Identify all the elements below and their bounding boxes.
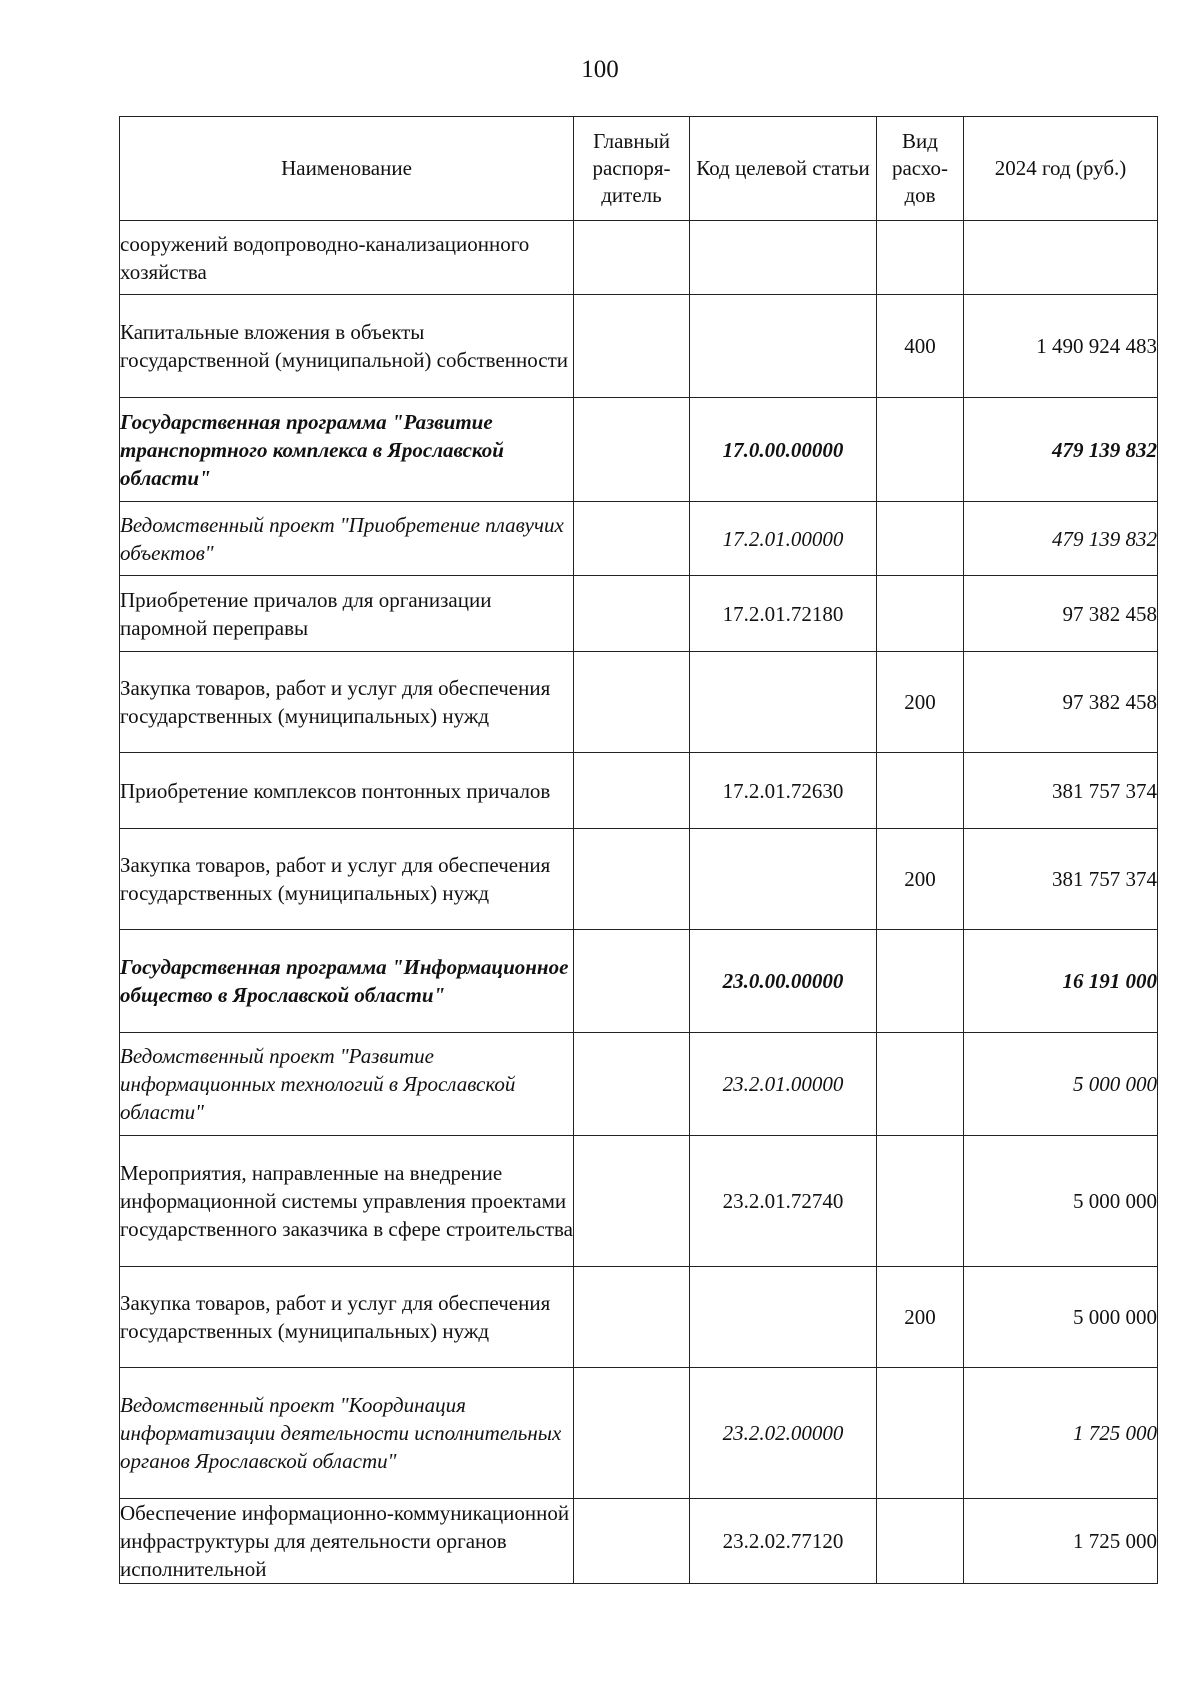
cell-code: [690, 829, 877, 930]
cell-code: [690, 1267, 877, 1368]
cell-code: 23.2.02.00000: [690, 1368, 877, 1499]
cell-admin: [574, 398, 690, 502]
table-row: [120, 753, 1158, 829]
cell-name: Ведомственный проект "Координация информатизации деятельности исполнительных органов Ярославской области": [120, 1368, 574, 1499]
cell-sum: 479 139 832: [964, 502, 1158, 576]
table-row: [120, 829, 1158, 930]
cell-name: Обеспечение информационно-коммуникационной инфраструктуры для деятельности органов исполнительной: [120, 1499, 574, 1584]
cell-code: 17.0.00.00000: [690, 398, 877, 502]
cell-sum: 5 000 000: [964, 1267, 1158, 1368]
cell-admin: [574, 502, 690, 576]
cell-sum: 381 757 374: [964, 753, 1158, 829]
cell-sum: 1 490 924 483: [964, 295, 1158, 398]
cell-kind: 200: [877, 652, 964, 753]
cell-code: 23.2.02.77120: [690, 1499, 877, 1584]
table-row: [120, 576, 1158, 652]
cell-name: Ведомственный проект "Приобретение плавучих объектов": [120, 502, 574, 576]
cell-kind: [877, 576, 964, 652]
table-row: [120, 1368, 1158, 1499]
table-row: [120, 930, 1158, 1033]
header-name: Наименование: [120, 117, 574, 221]
cell-admin: [574, 753, 690, 829]
cell-name: Закупка товаров, работ и услуг для обеспечения государственных (муниципальных) нужд: [120, 829, 574, 930]
cell-sum: 97 382 458: [964, 652, 1158, 753]
table-row: [120, 1033, 1158, 1136]
cell-admin: [574, 1267, 690, 1368]
cell-code: 17.2.01.72180: [690, 576, 877, 652]
header-admin: Главный распоря-дитель: [574, 117, 690, 221]
table-row: [120, 652, 1158, 753]
budget-table: [119, 116, 1158, 1584]
cell-sum: 1 725 000: [964, 1499, 1158, 1584]
cell-code: [690, 221, 877, 295]
cell-kind: [877, 753, 964, 829]
cell-admin: [574, 221, 690, 295]
cell-sum: 5 000 000: [964, 1033, 1158, 1136]
cell-admin: [574, 652, 690, 753]
cell-kind: [877, 930, 964, 1033]
header-code: Код целевой статьи: [690, 117, 877, 221]
cell-name: Государственная программа "Развитие транспортного комплекса в Ярославской области": [120, 398, 574, 502]
cell-admin: [574, 930, 690, 1033]
cell-sum: 1 725 000: [964, 1368, 1158, 1499]
cell-sum: 5 000 000: [964, 1136, 1158, 1267]
table-row: [120, 1499, 1158, 1584]
cell-code: [690, 652, 877, 753]
cell-admin: [574, 829, 690, 930]
cell-kind: 400: [877, 295, 964, 398]
cell-name: Государственная программа "Информационное общество в Ярославской области": [120, 930, 574, 1033]
table-body: [120, 221, 1158, 1584]
cell-sum: 381 757 374: [964, 829, 1158, 930]
cell-admin: [574, 1033, 690, 1136]
cell-kind: 200: [877, 1267, 964, 1368]
cell-name: Приобретение причалов для организации паромной переправы: [120, 576, 574, 652]
cell-name: Ведомственный проект "Развитие информационных технологий в Ярославской области": [120, 1033, 574, 1136]
cell-kind: [877, 398, 964, 502]
table-row: [120, 398, 1158, 502]
cell-kind: [877, 1033, 964, 1136]
cell-admin: [574, 295, 690, 398]
cell-sum: [964, 221, 1158, 295]
page-number: 100: [581, 56, 619, 83]
cell-name: Капитальные вложения в объекты государственной (муниципальной) собственности: [120, 295, 574, 398]
table-header-row: [120, 117, 1158, 221]
cell-admin: [574, 1499, 690, 1584]
cell-kind: [877, 1368, 964, 1499]
cell-code: 23.2.01.00000: [690, 1033, 877, 1136]
cell-kind: [877, 1499, 964, 1584]
cell-name: Мероприятия, направленные на внедрение информационной системы управления проектами государственного заказчика в сфере строительства: [120, 1136, 574, 1267]
table-row: [120, 502, 1158, 576]
table-row: [120, 1267, 1158, 1368]
cell-sum: 97 382 458: [964, 576, 1158, 652]
table-row: [120, 295, 1158, 398]
cell-code: 23.0.00.00000: [690, 930, 877, 1033]
cell-name: сооружений водопроводно-канализационного хозяйства: [120, 221, 574, 295]
cell-code: 17.2.01.00000: [690, 502, 877, 576]
header-kind: Вид расхо-дов: [877, 117, 964, 221]
cell-kind: 200: [877, 829, 964, 930]
cell-code: 17.2.01.72630: [690, 753, 877, 829]
cell-name: Закупка товаров, работ и услуг для обеспечения государственных (муниципальных) нужд: [120, 652, 574, 753]
cell-sum: 16 191 000: [964, 930, 1158, 1033]
cell-admin: [574, 1136, 690, 1267]
cell-admin: [574, 1368, 690, 1499]
cell-code: 23.2.01.72740: [690, 1136, 877, 1267]
cell-kind: [877, 1136, 964, 1267]
cell-kind: [877, 221, 964, 295]
cell-kind: [877, 502, 964, 576]
table-row: [120, 1136, 1158, 1267]
cell-name: Закупка товаров, работ и услуг для обеспечения государственных (муниципальных) нужд: [120, 1267, 574, 1368]
cell-admin: [574, 576, 690, 652]
cell-code: [690, 295, 877, 398]
header-sum: 2024 год (руб.): [964, 117, 1158, 221]
cell-sum: 479 139 832: [964, 398, 1158, 502]
table-row: [120, 221, 1158, 295]
cell-name: Приобретение комплексов понтонных причалов: [120, 753, 574, 829]
